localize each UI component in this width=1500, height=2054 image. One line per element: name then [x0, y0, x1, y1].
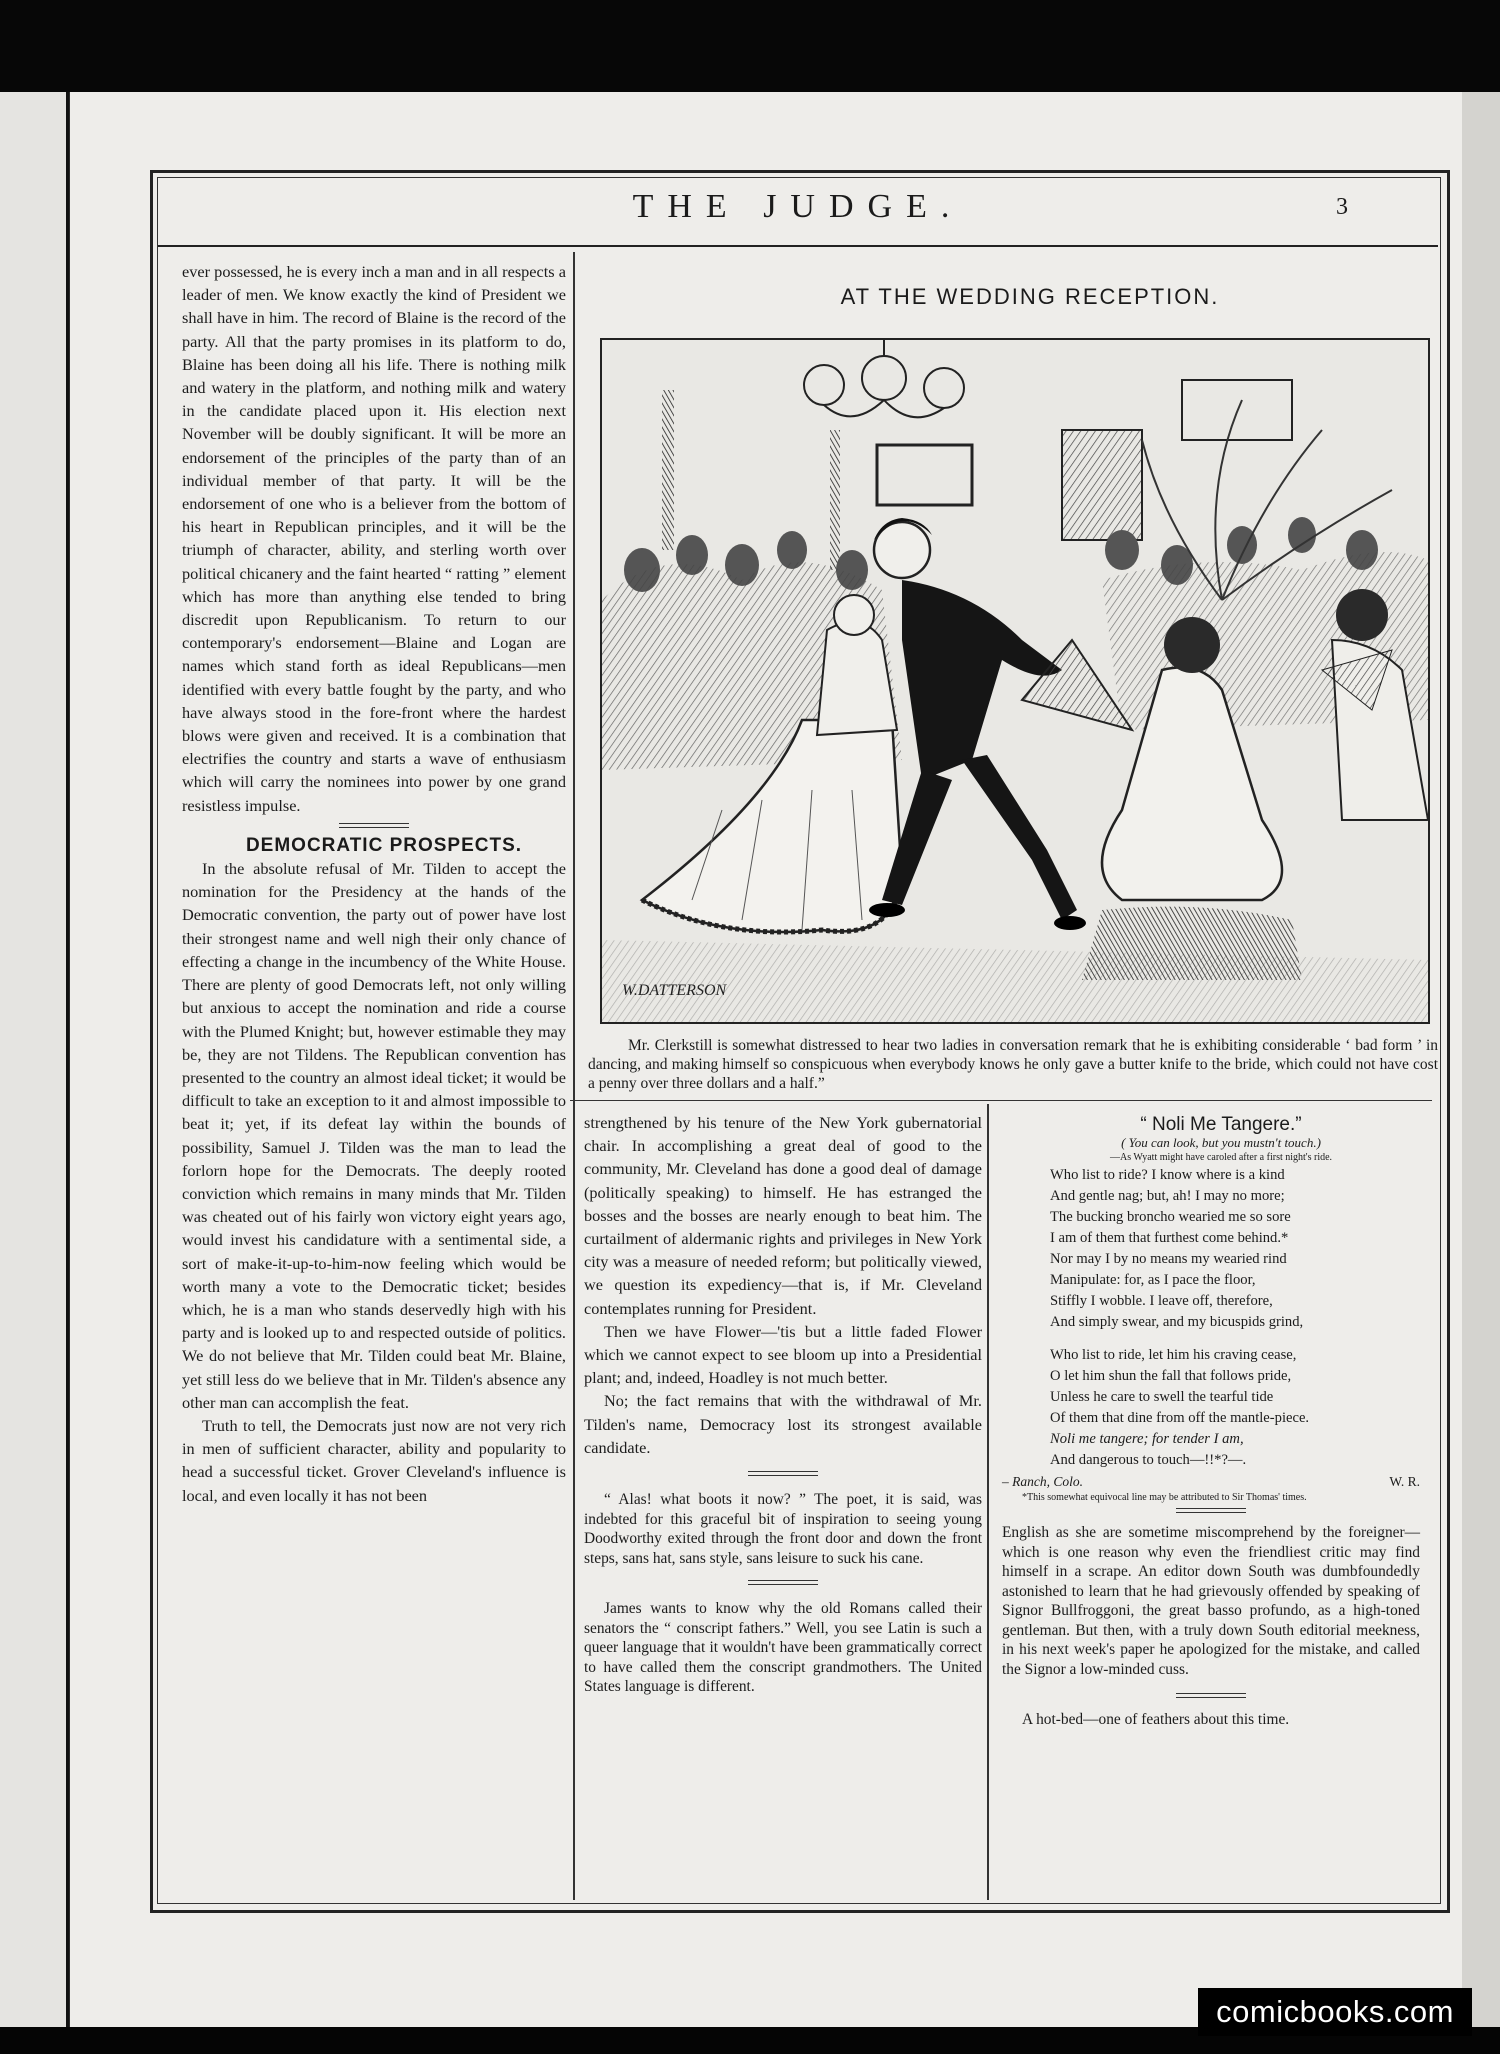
poem-line: O let him shun the fall that follows pride,	[1050, 1368, 1292, 1384]
poem-line: And gentle nag; but, ah! I may no more;	[1050, 1188, 1285, 1204]
poem-attribution: —As Wyatt might have caroled after a first night's ride.	[1109, 1152, 1333, 1163]
article-paragraph: strengthened by his tenure of the New York gubernatorial chair. In accomplishing a great deal of good to the community, Mr. Cleveland has done a good deal of damage (politically speaking) to himself. He has estranged the bosses and the bosses are nearly enough to beat him. The curtailment of aldermanic rights and privileges in New York city was a measure of needed reform; but politically viewed, we question its expediency—that is, if Mr. Cleveland contemplates running for President.	[584, 1113, 982, 1318]
dancing-couple-illustration	[602, 340, 1428, 1022]
poem-signature	[1002, 1471, 1420, 1492]
scan-top-border	[0, 0, 1500, 92]
poem-footnote: *This somewhat equivocal line may be attributed to Sir Thomas' times.	[1022, 1492, 1307, 1503]
section-divider	[339, 823, 409, 828]
artist-signature: W.DATTERSON	[622, 982, 727, 999]
column-rule-left	[573, 252, 575, 1900]
paragraph-james: James wants to know why the old Romans called their senators the “ conscript fathers.” Well, you see Latin is such a queer language that it wouldn't have been grammatically correct to have called them the conscript grandmothers. The United States language is different.	[584, 1600, 982, 1696]
poem-line: Stiffly I wobble. I leave off, therefore,	[1050, 1293, 1273, 1309]
poem-line: I am of them that furthest come behind.*	[1050, 1230, 1289, 1246]
poem-line: And simply swear, and my bicuspids grind,	[1050, 1314, 1304, 1330]
right-column	[1002, 1114, 1420, 1730]
poem-subtitle: ( You can look, but you mustn't touch.)	[1121, 1135, 1321, 1150]
page-number: 3	[1336, 194, 1348, 220]
cartoon-title: AT THE WEDDING RECEPTION.	[840, 284, 1220, 309]
caption-rule	[570, 1100, 1432, 1101]
magazine-page	[70, 92, 1462, 2027]
article-paragraph: ever possessed, he is every inch a man and in all respects a leader of men. We know exactly the kind of President we shall have in him. The record of Blaine is the record of the party. All that the party promises in its platform to do, Blaine has been doing all his life. There is nothing milk and watery in the platform, and nothing milk and watery in the candidate placed upon it. His election next November will be doubly significant. It will be more an endorsement of the principles of the party than of an individual member of that party. It will be the endorsement of one who is a believer from the bottom of his heart in Republican principles, and it will be the triumph of character, ability, and sterling worth over political chicanery and the faint hearted “ ratting ” element which has more than anything else tended to bring discredit upon Republicanism. To return to our contemporary's endorsement—Blaine and Logan are names which stand forth as ideal Republicans—men identified with every battle fought by the party, and who have always stood in the fore-front where the hardest blows were given and received. It is a combination that electrifies the country and starts a wave of enthusiasm which will carry the nominees into power by one grand resistless impulse.	[182, 262, 566, 815]
article-paragraph: No; the fact remains that with the withdrawal of Mr. Tilden's name, Democracy lost its strongest available candidate.	[584, 1391, 982, 1457]
poem-title: “ Noli Me Tangere.”	[1140, 1114, 1302, 1135]
poem-line: Unless he care to swell the tearful tide	[1050, 1389, 1274, 1405]
paragraph-hotbed: A hot-bed—one of feathers about this time.	[1022, 1711, 1290, 1728]
poem-initials: W. R.	[1389, 1474, 1420, 1489]
poem-line: Noli me tangere; for tender I am,	[1050, 1431, 1244, 1447]
article-paragraph: Truth to tell, the Democrats just now are not very rich in men of sufficient character, ability and popularity to head a successful ticket. Grover Cleveland's influence is local, and even locally it has not been	[182, 1415, 566, 1505]
middle-column	[584, 1111, 982, 1697]
article-paragraph: In the absolute refusal of Mr. Tilden to accept the nomination for the Presidency at the hands of the Democratic convention, the party out of power have lost their strongest name and well nigh their only chance of effecting a change in the incumbency of the White House. There are plenty of good Democrats left, not only willing but anxious to accept the nomination and ride a course with the Plumed Knight; but, however estimable they may be, they are not Tildens. The Republican convention has presented to the country an almost ideal ticket; it would be difficult to take an exception to it and almost impossible to beat it; yet, if its defeat lay within the bounds of possibility, Samuel J. Tilden was the man to lead the forlorn hope for the Democrats. The deeply rooted conviction which remains in many minds that Mr. Tilden was cheated out of his fairly won victory eight years ago, would invest his candidature with a sentimental side, a sort of make-it-up-to-him-now feeling which would be worth many a vote to the Democratic ticket; besides which, he is a man who stands deservedly high with his party and is looked up to and respected outside of politics. We do not believe that Mr. Tilden could beat Mr. Blaine, yet still less do we believe that in Mr. Tilden's absence any other man can accomplish the feat.	[182, 859, 566, 1412]
poem-line: Who list to ride? I know where is a kind	[1050, 1167, 1285, 1183]
section-divider	[748, 1471, 818, 1476]
article-heading: DEMOCRATIC PROSPECTS.	[245, 834, 523, 856]
left-column	[182, 260, 566, 1507]
paragraph-alas: “ Alas! what boots it now? ” The poet, it is said, was indebted for this graceful bit of inspiration to seeing young Doodworthy exited through the front door and down the front steps, sans hat, sans style, sans leisure to suck his cane.	[584, 1491, 982, 1567]
watermark-badge: comicbooks.com	[1198, 1988, 1472, 2036]
section-divider	[1176, 1508, 1246, 1513]
cartoon-caption: Mr. Clerkstill is somewhat distressed to hear two ladies in conversation remark that he is exhibiting considerable ‘ bad form ’ in dancing, and making himself so conspicuous when everybody knows he only gave a butter knife to the bride, which could not have cost a penny over three dollars and a half.”	[588, 1037, 1438, 1092]
poem-line: The bucking broncho wearied me so sore	[1050, 1209, 1291, 1225]
masthead-rule	[158, 245, 1438, 247]
poem-line: Manipulate: for, as I pace the floor,	[1050, 1272, 1256, 1288]
stanza-gap	[1002, 1333, 1420, 1345]
poem-line: Who list to ride, let him his craving cease,	[1050, 1347, 1297, 1363]
poem-line: And dangerous to touch—!!*?—.	[1050, 1452, 1247, 1468]
poem-line: Nor may I by no means my wearied rind	[1050, 1251, 1287, 1267]
facing-page-edge	[0, 92, 69, 2027]
section-divider	[748, 1580, 818, 1585]
page-right-edge	[1462, 92, 1500, 2027]
section-divider	[1176, 1693, 1246, 1698]
cartoon-illustration	[600, 338, 1430, 1024]
poem-line: Of them that dine from off the mantle-piece.	[1050, 1410, 1310, 1426]
article-paragraph: Then we have Flower—'tis but a little faded Flower which we cannot expect to see bloom up into a Presidential plant; and, indeed, Hoadley is not much better.	[584, 1321, 982, 1388]
paragraph-english: English as she are sometime miscomprehend by the foreigner—which is one reason why even the friendliest critic may find himself in a scrape. An editor down South was dumbfoundedly astonished to learn that he had grievously offended by speaking of Signor Bullfroggoni, the great basso profundo, as a high-toned gentleman. But then, with a truly down South editorial meekness, in his next week's paper he apologized for the mistake, and called the Signor a low-minded cuss.	[1002, 1524, 1420, 1678]
masthead-title: THE JUDGE.	[632, 188, 964, 225]
poem-place: – Ranch, Colo.	[1002, 1474, 1083, 1489]
column-rule-right	[987, 1104, 989, 1900]
